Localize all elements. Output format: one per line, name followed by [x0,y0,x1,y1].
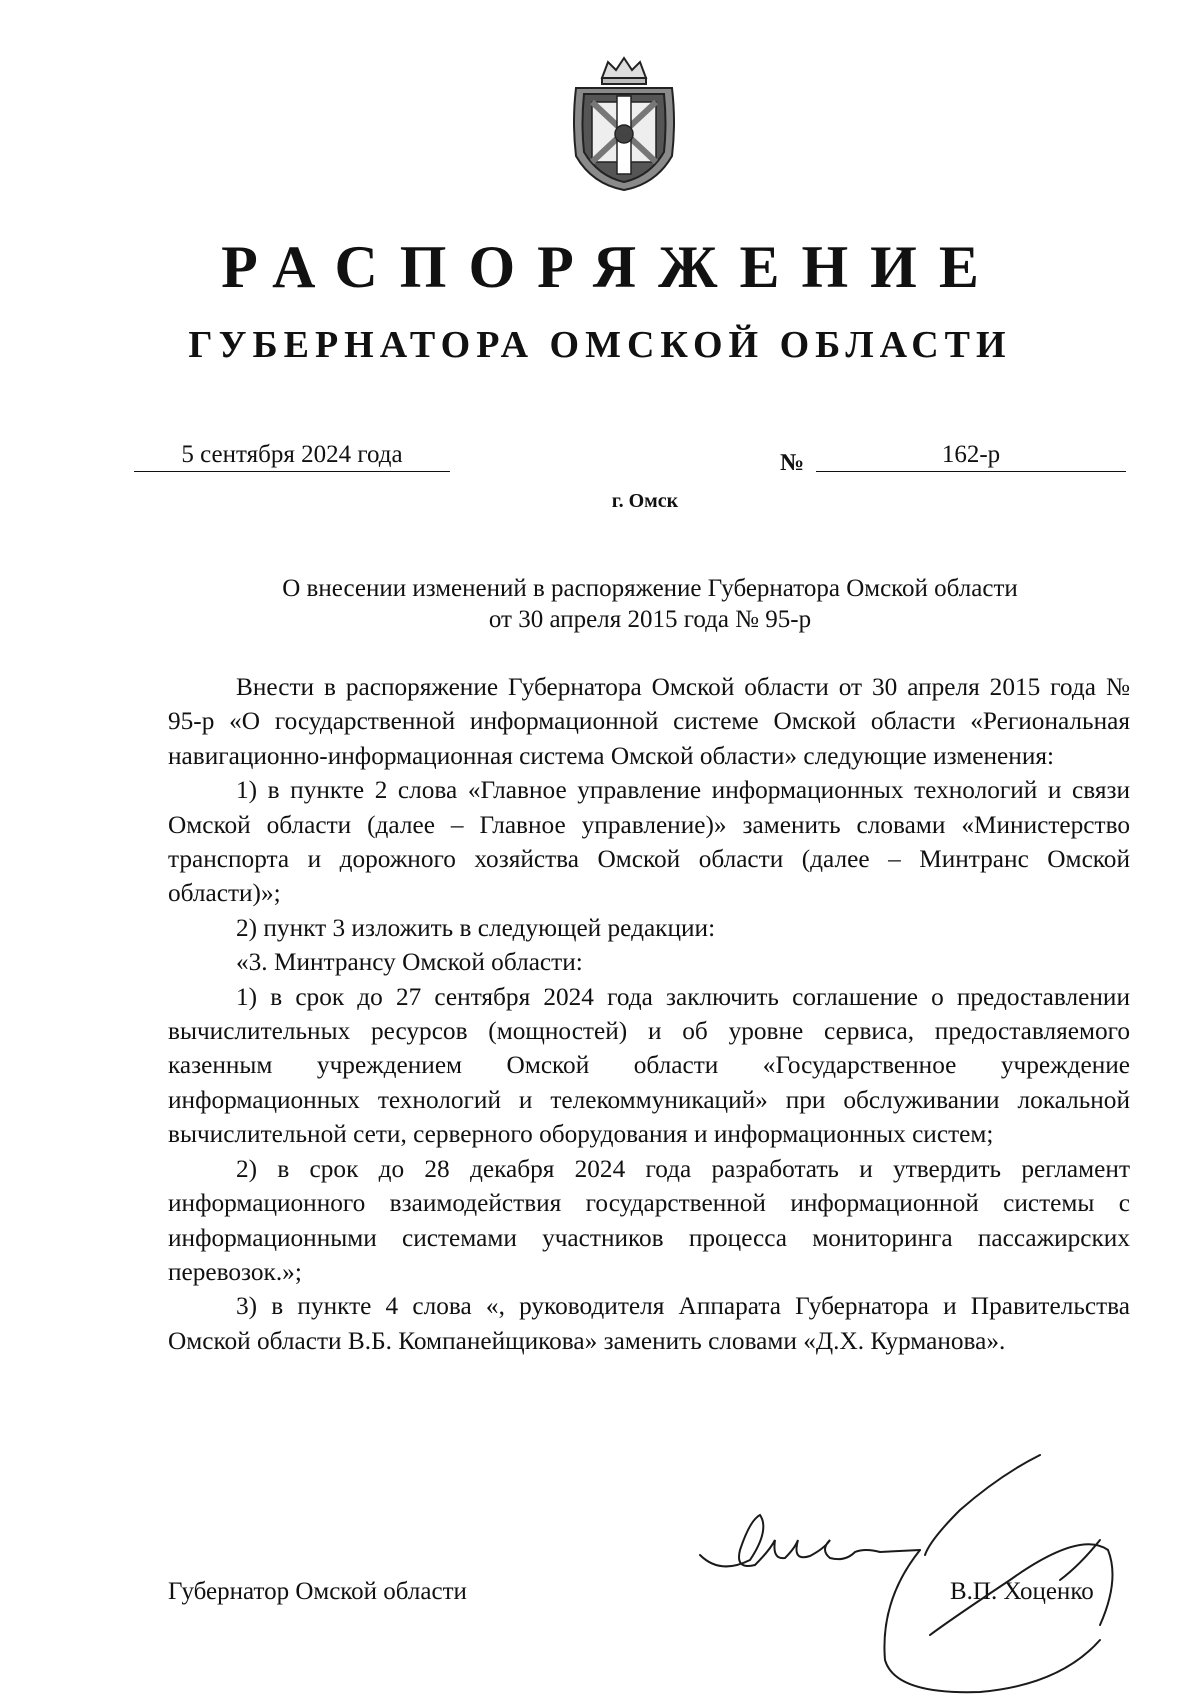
body-paragraph: Внести в распоряжение Губернатора Омской области от 30 апреля 2015 года № 95-р «О государственной информационной системе Омской области «Региональная навигационно-информационная система Омской области» следующие изменения: [168,673,1130,770]
document-number: 162-р [816,440,1126,472]
document-heading [170,573,1130,635]
body-paragraph: «3. Минтрансу Омской области: [236,948,583,977]
coat-of-arms-icon [562,52,686,194]
document-date: 5 сентября 2024 года [134,440,450,472]
body-paragraph: 2) пункт 3 изложить в следующей редакции: [236,913,716,942]
document-type-title: РАСПОРЯЖЕНИЕ [221,234,1001,300]
handwritten-signature-icon [680,1380,1140,1700]
heading-line: от 30 апреля 2015 года № 95-р [488,606,812,633]
body-paragraph: 1) в пункте 2 слова «Главное управление информационных технологий и связи Омской области (далее – Главное управление)» заменить словами «Министерство транспорта и дорожного хозяйства Омской области (далее – Минтранс Омской области)»; [168,776,1130,908]
body-paragraph: 2) в срок до 28 декабря 2024 года разработать и утвердить регламент информационного взаимодействия государственной информационной системы с информационными системами участников процесса мониторинга пассажирских перевозок.»; [168,1154,1130,1286]
number-sign: № [780,450,805,476]
document-body [168,670,1130,1358]
city: г. Омск [611,490,679,512]
body-paragraph: 1) в срок до 27 сентября 2024 года заключить соглашение о предоставлении вычислительных ресурсов (мощностей) и об уровне сервиса, предоставляемого казенным учреждением Омской области «Государственное учреждение информационных технологий и телекоммуникаций» при обслуживании локальной вычислительной сети, серверного оборудования и информационных систем; [168,982,1130,1149]
heading-line: О внесении изменений в распоряжение Губернатора Омской области [282,575,1018,602]
issuer-title: ГУБЕРНАТОРА ОМСКОЙ ОБЛАСТИ [188,324,1012,366]
body-paragraph: 3) в пункте 4 слова «, руководителя Аппарата Губернатора и Правительства Омской области В.Б. Компанейщикова» заменить словами «Д.Х. Курманова». [168,1292,1130,1355]
signatory-name: В.П. Хоценко [950,1578,1094,1605]
signatory-position: Губернатор Омской области [168,1578,467,1605]
